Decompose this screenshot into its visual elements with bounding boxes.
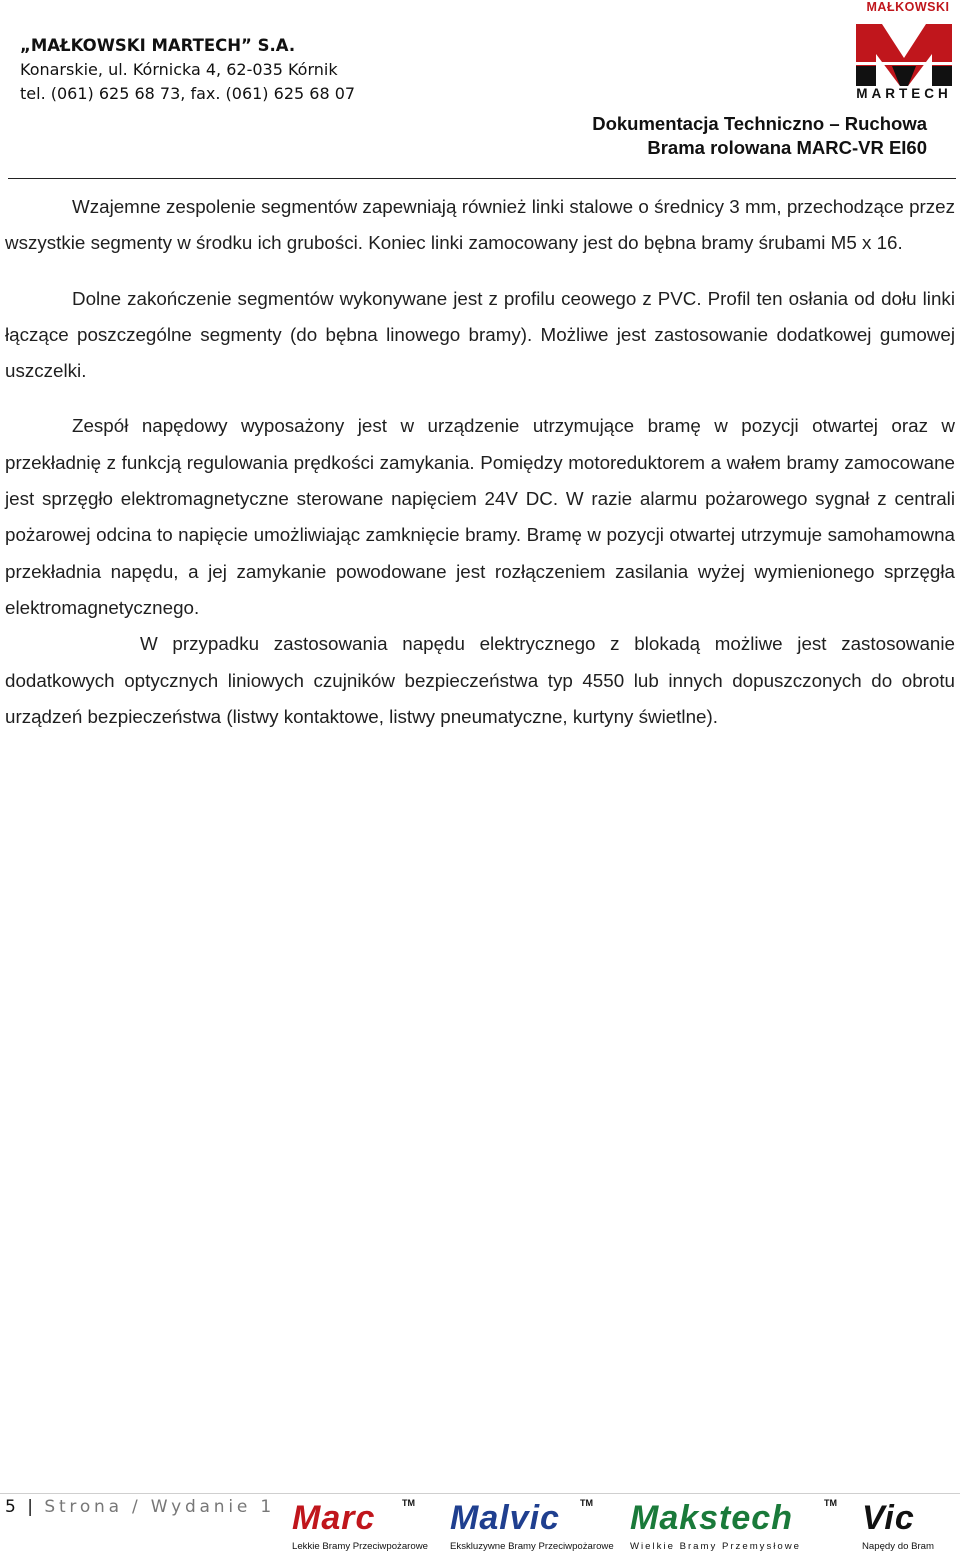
brand-name: Marc bbox=[292, 1499, 376, 1537]
page-number: 5 bbox=[5, 1497, 16, 1517]
footer-separator: | bbox=[27, 1497, 33, 1517]
company-address: Konarskie, ul. Kórnicka 4, 62-035 Kórnik bbox=[20, 60, 338, 79]
brand-tagline: Ekskluzywne Bramy Przeciwpożarowe bbox=[450, 1541, 614, 1552]
brand-tagline: Wielkie Bramy Przemysłowe bbox=[630, 1541, 802, 1552]
trademark-mark: TM bbox=[580, 1498, 593, 1508]
logo-top-text: MAŁKOWSKI bbox=[866, 0, 950, 14]
page-footer bbox=[5, 1497, 275, 1517]
paragraph-drive-unit: Zespół napędowy wyposażony jest w urządzenie utrzymujące bramę w pozycji otwartej oraz w przekładnię z funkcją regulowania prędkości zamykania. Pomiędzy motoreduktorem a wałem bramy zamocowane jest sprzęgło elektromagnetyczne sterowane napięciem 24V DC. W razie alarmu pożarowego sygnał z centrali pożarowej odcina to napięcie umożliwiając zamknięcie bramy. Bramę w pozycji otwartej utrzymuje samohamowna przekładnia napędu, a jej zamykanie powodowane jest rozłączeniem zasilania wyżej wymienionego sprzęgła elektromagnetycznego. bbox=[5, 415, 955, 618]
document-subtitle: Brama rolowana MARC-VR EI60 bbox=[647, 137, 927, 158]
page-label: Strona / Wydanie 1 bbox=[44, 1497, 275, 1517]
martech-logo bbox=[848, 0, 960, 104]
document-title-block bbox=[592, 112, 927, 160]
brand-name: Makstech bbox=[630, 1499, 793, 1537]
trademark-mark: TM bbox=[824, 1498, 837, 1508]
brand-name: Malvic bbox=[450, 1499, 560, 1537]
footer-divider bbox=[0, 1493, 960, 1494]
header-divider bbox=[8, 178, 956, 179]
brand-tagline: Napędy do Bram bbox=[862, 1541, 934, 1552]
document-body bbox=[5, 189, 955, 754]
paragraph-cables: Wzajemne zespolenie segmentów zapewniają również linki stalowe o średnicy 3 mm, przechodzące przez wszystkie segmenty w środku ich grubości. Koniec linki zamocowany jest do bębna bramy śrubami M5 x 16. bbox=[5, 196, 955, 254]
brand-marc-logo bbox=[292, 1498, 428, 1554]
document-title: Dokumentacja Techniczno – Ruchowa bbox=[592, 113, 927, 134]
brand-makstech-logo bbox=[630, 1498, 837, 1554]
brand-vic-logo bbox=[862, 1498, 942, 1554]
brand-malvic-logo bbox=[450, 1498, 614, 1554]
company-block bbox=[20, 34, 355, 106]
paragraph-safety-sensors: W przypadku zastosowania napędu elektrycznego z blokadą możliwe jest zastosowanie dodatkowych optycznych liniowych czujników bezpieczeństwa typ 4550 lub innych dopuszczonych do obrotu urządzeń bezpieczeństwa (listwy kontaktowe, listwy pneumatyczne, kurtyny świetlne). bbox=[5, 633, 955, 727]
company-name: „MAŁKOWSKI MARTECH” S.A. bbox=[20, 36, 296, 55]
logo-bottom-text: MARTECH bbox=[856, 86, 952, 101]
company-phone: tel. (061) 625 68 73, fax. (061) 625 68 07 bbox=[20, 84, 356, 103]
paragraph-bottom-profile: Dolne zakończenie segmentów wykonywane jest z profilu ceowego z PVC. Profil ten osłania od dołu linki łączące poszczególne segmenty (do bębna linowego bramy). Możliwe jest zastosowanie dodatkowej gumowej uszczelki. bbox=[5, 287, 955, 382]
brand-tagline: Lekkie Bramy Przeciwpożarowe bbox=[292, 1541, 428, 1552]
brand-name: Vic bbox=[862, 1499, 915, 1537]
trademark-mark: TM bbox=[402, 1498, 415, 1508]
